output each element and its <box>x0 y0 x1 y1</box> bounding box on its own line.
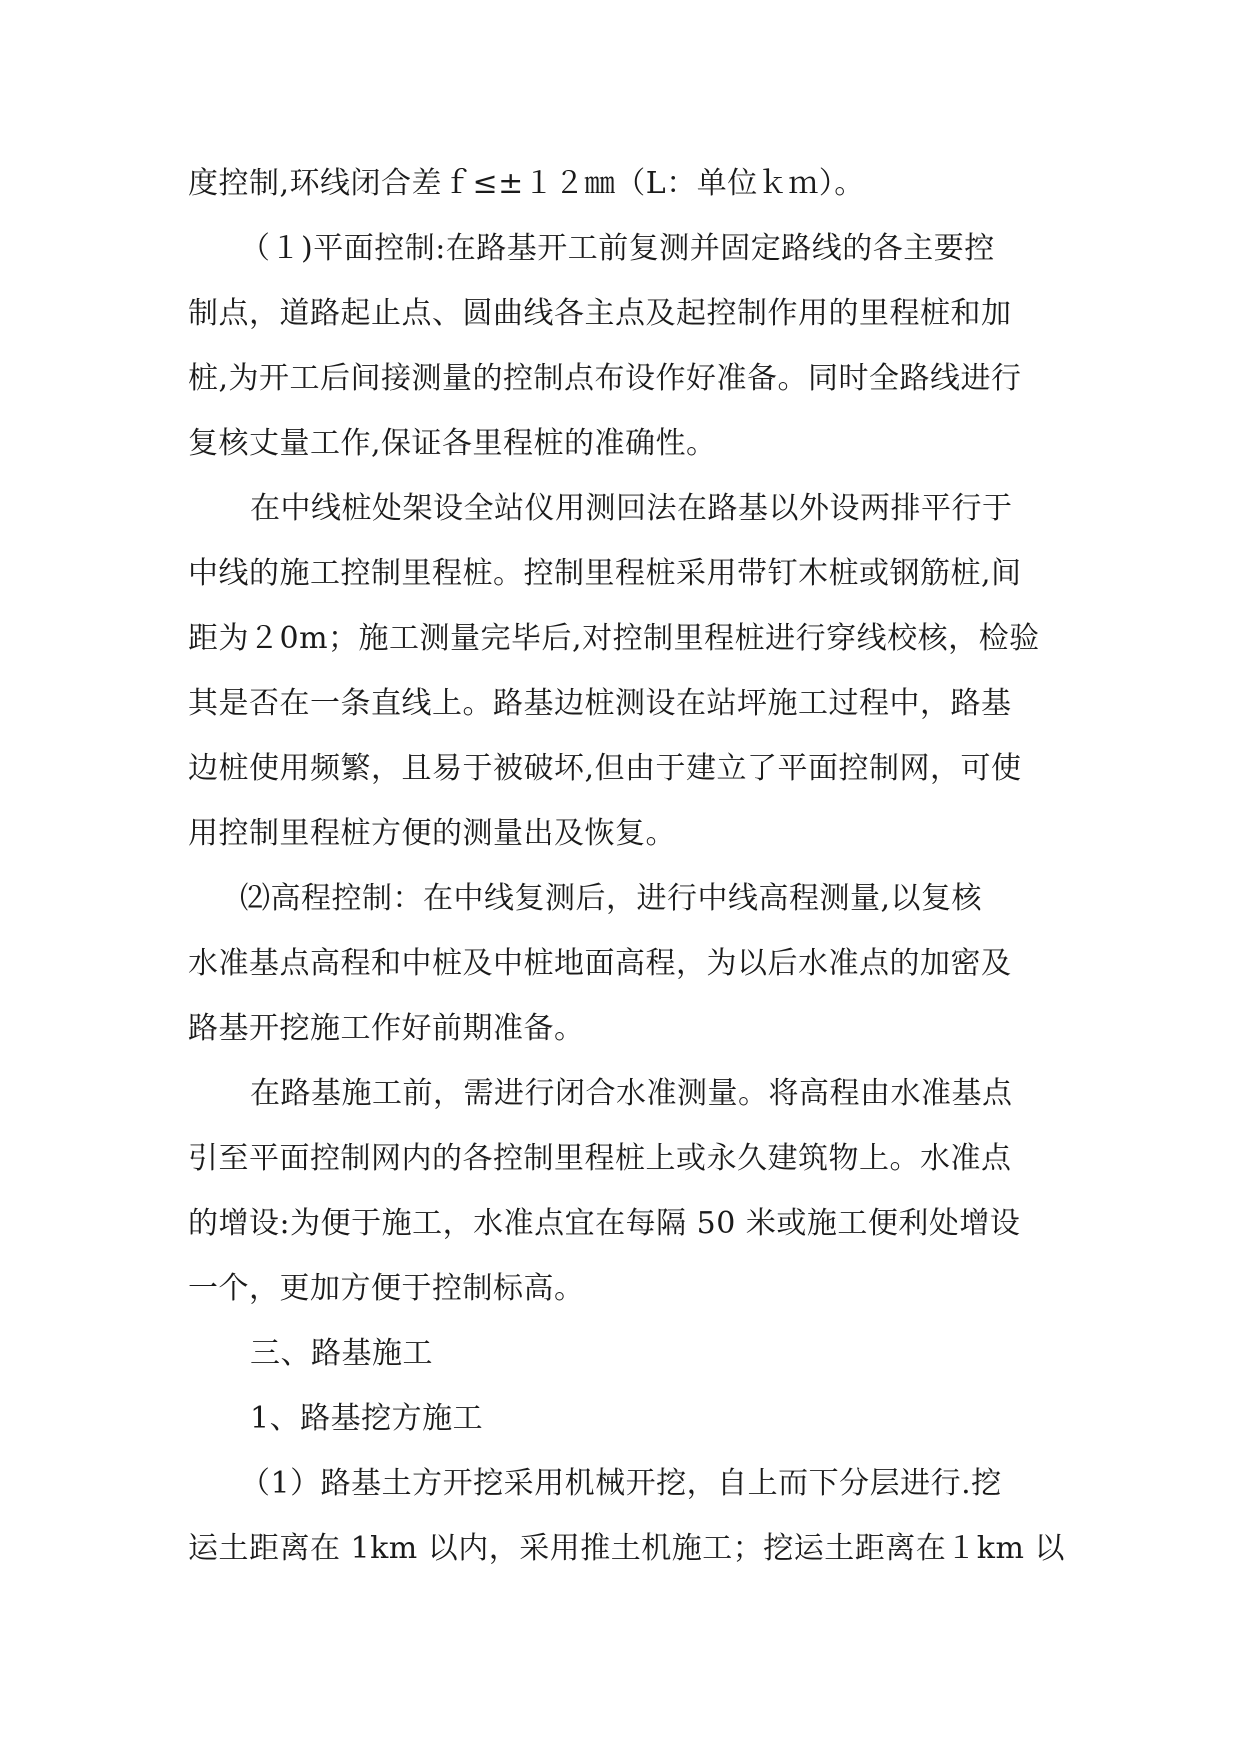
text-line-15: 在路基施工前，需进行闭合水准测量。将高程由水准基点 <box>250 1076 1013 1111</box>
text-line-9: 其是否在一条直线上。路基边桩测设在站坪施工过程中，路基 <box>188 686 1012 721</box>
text-line-22: 运土距离在 1km 以内，采用推土机施工；挖运土距离在１km 以 <box>188 1531 1065 1566</box>
text-line-13: 水准基点高程和中桩及中桩地面高程，为以后水准点的加密及 <box>188 946 1012 981</box>
text-line-10: 边桩使用频繁，且易于被破坏,但由于建立了平面控制网，可使 <box>188 751 1022 786</box>
text-line-21: （1）路基土方开挖采用机械开挖，自上而下分层进行.挖 <box>240 1466 1002 1501</box>
text-line-12: ⑵高程控制：在中线复测后，进行中线高程测量,以复核 <box>240 881 983 916</box>
text-line-14: 路基开挖施工作好前期准备。 <box>188 1011 585 1046</box>
text-line-4: 桩,为开工后间接测量的控制点布设作好准备。同时全路线进行 <box>188 361 1022 396</box>
text-line-17: 的增设:为便于施工，水准点宜在每隔 50 米或施工便利处增设 <box>188 1206 1021 1241</box>
text-line-5: 复核丈量工作,保证各里程桩的准确性。 <box>188 426 717 461</box>
text-line-2: （１)平面控制:在路基开工前复测并固定路线的各主要控 <box>240 231 995 266</box>
section-heading: 三、路基施工 <box>250 1336 433 1371</box>
subsection-heading: 1、路基挖方施工 <box>250 1401 484 1436</box>
text-line-6: 在中线桩处架设全站仪用测回法在路基以外设两排平行于 <box>250 491 1013 526</box>
text-line-8: 距为２0m；施工测量完毕后,对控制里程桩进行穿线校核，检验 <box>188 621 1040 656</box>
text-line-3: 制点，道路起止点、圆曲线各主点及起控制作用的里程桩和加 <box>188 296 1012 331</box>
text-line-11: 用控制里程桩方便的测量出及恢复。 <box>188 816 676 851</box>
text-line-16: 引至平面控制网内的各控制里程桩上或永久建筑物上。水准点 <box>188 1141 1012 1176</box>
text-line-18: 一个，更加方便于控制标高。 <box>188 1271 585 1306</box>
text-line-1: 度控制,环线闭合差ｆ≤±１２㎜（L：单位ｋｍ）。 <box>188 166 865 201</box>
text-line-7: 中线的施工控制里程桩。控制里程桩采用带钉木桩或钢筋桩,间 <box>188 556 1022 591</box>
